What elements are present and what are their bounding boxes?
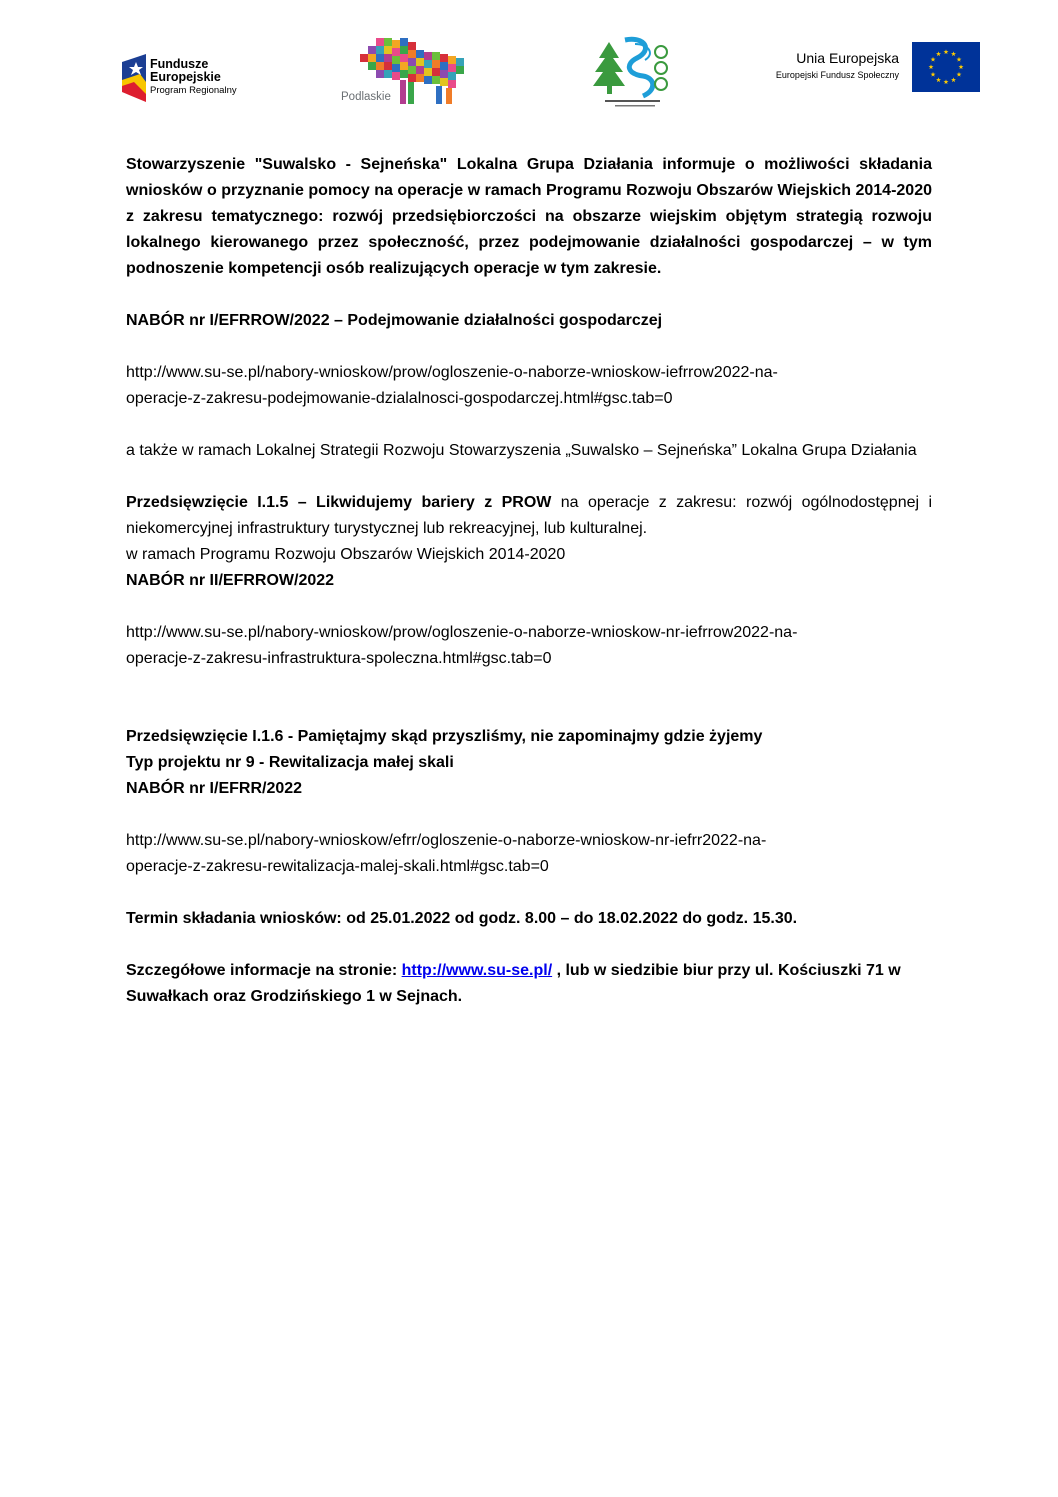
eu-star-icon (944, 49, 949, 54)
nabor3-url-line1: http://www.su-se.pl/nabory-wnioskow/efrr/ogloszenie-o-naborze-wnioskow-nr-iefrr2022-na- (126, 832, 767, 849)
lgd-tree-river-icon (585, 30, 680, 110)
nabor2-url (126, 620, 932, 672)
eu-star-icon (951, 51, 956, 56)
eu-flag-icon (912, 42, 980, 92)
announcement-body (126, 152, 932, 1010)
nabor3-url (126, 828, 932, 880)
eu-star-icon (957, 57, 962, 62)
nabor3-title: Przedsięwzięcie I.1.6 - Pamiętajmy skąd przyszliśmy, nie zapominajmy gdzie żyjemy (126, 728, 763, 745)
eu-star-icon (957, 72, 962, 77)
ue-title: Unia Europejska (796, 50, 899, 66)
fundusze-europejskie-logo (120, 52, 270, 112)
intro-paragraph: Stowarzyszenie "Suwalsko - Sejneńska" Lokalna Grupa Działania informuje o możliwości składania wniosków o przyznanie pomocy na operacje w ramach Programu Rozwoju Obszarów Wiejskich 2014-2020 z zakresu tematycznego: rozwój przedsiębiorczości na obszarze wiejskim objętym strategią rozwoju lokalnego kierowanego przez społeczność, przez podejmowanie działalności gospodarczej – w tym podnoszenie kompetencji osób realizujących operacje w tym zakresie. (126, 156, 932, 277)
details-after: , lub w siedzibie biur przy ul. Kościuszki 71 w Suwałkach oraz Grodzińskiego 1 w Sejnach. (126, 962, 901, 1005)
eu-star-icon (936, 51, 941, 56)
nabor3-type: Typ projektu nr 9 - Rewitalizacja małej skali (126, 754, 454, 771)
nabor2-description (126, 490, 932, 542)
nabor3-url-line2: operacje-z-zakresu-rewitalizacja-malej-skali.html#gsc.tab=0 (126, 858, 549, 875)
eu-star-icon (951, 77, 956, 82)
fundusze-line1: Fundusze (150, 57, 209, 71)
nabor2-scope: na operacje z zakresu: rozwój ogólnodostępnej i niekomercyjnej infrastruktury turystycznej lub rekreacyjnej, lub kulturalnej. (126, 494, 932, 537)
lgd-logo (585, 30, 680, 110)
nabor2-url-line1: http://www.su-se.pl/nabory-wnioskow/prow/ogloszenie-o-naborze-wnioskow-nr-iefrrow2022-na- (126, 624, 798, 641)
nabor2-title: Przedsięwzięcie I.1.5 – Likwidujemy bariery z PROW (126, 494, 552, 511)
nabor1-title: NABÓR nr I/EFRROW/2022 – Podejmowanie działalności gospodarczej (126, 312, 663, 329)
details-before: Szczegółowe informacje na stronie: (126, 962, 402, 979)
podlaskie-logo (336, 38, 476, 108)
eu-star-icon (931, 57, 936, 62)
eu-star-icon (931, 72, 936, 77)
nabor2-number: NABÓR nr II/EFRROW/2022 (126, 572, 335, 589)
eu-star-icon (936, 77, 941, 82)
fundusze-line2: Europejskie (150, 70, 221, 84)
nabor1-url-line2: operacje-z-zakresu-podejmowanie-dzialalnosci-gospodarczej.html#gsc.tab=0 (126, 390, 673, 407)
nabor1-url-line1: http://www.su-se.pl/nabory-wnioskow/prow/ogloszenie-o-naborze-wnioskow-iefrrow2022-na- (126, 364, 778, 381)
deadline: Termin składania wniosków: od 25.01.2022 od godz. 8.00 – do 18.02.2022 do godz. 15.30. (126, 910, 798, 927)
also-paragraph: a także w ramach Lokalnej Strategii Rozwoju Stowarzyszenia „Suwalsko – Sejneńska” Lokalna Grupa Działania (126, 442, 917, 459)
fundusze-line3: Program Regionalny (150, 85, 237, 96)
details-paragraph (126, 958, 932, 1010)
fundusze-flag-icon (120, 52, 148, 104)
eu-star-icon (959, 64, 964, 69)
eu-star-icon (929, 64, 934, 69)
unia-europejska-logo (752, 42, 982, 97)
ue-subtitle: Europejski Fundusz Społeczny (775, 70, 899, 80)
logo-bar (0, 30, 1058, 120)
nabor2-url-line2: operacje-z-zakresu-infrastruktura-spoleczna.html#gsc.tab=0 (126, 650, 552, 667)
nabor3-number: NABÓR nr I/EFRR/2022 (126, 780, 303, 797)
website-link[interactable]: http://www.su-se.pl/ (401, 962, 553, 979)
eu-stars-icon (912, 42, 980, 92)
nabor2-program: w ramach Programu Rozwoju Obszarów Wiejskich 2014-2020 (126, 546, 566, 563)
podlaskie-label: Podlaskie (341, 91, 391, 103)
eu-star-icon (944, 79, 949, 84)
nabor1-url (126, 360, 932, 412)
